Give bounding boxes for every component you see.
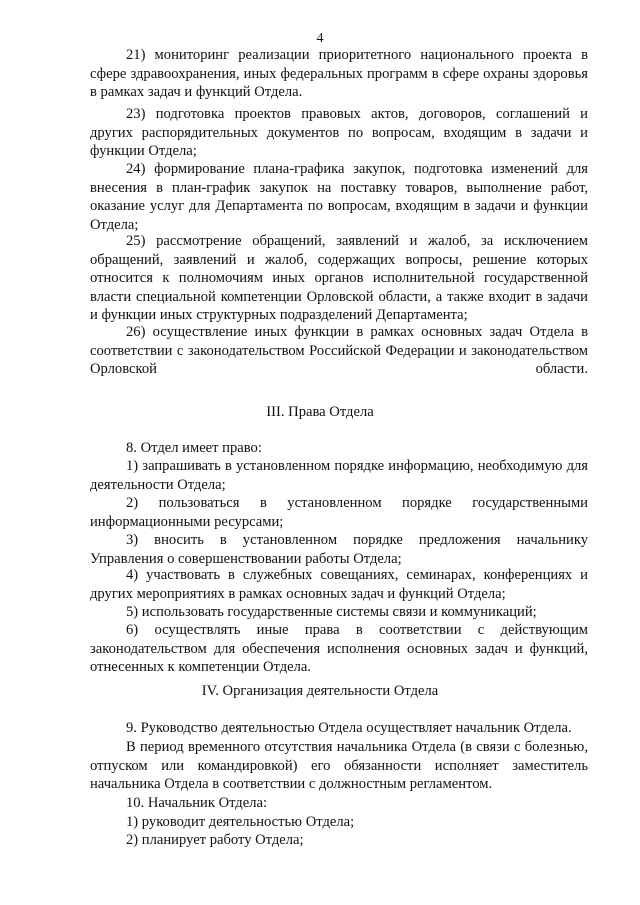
paragraph-org-10: 10. Начальник Отдела: [126, 795, 268, 811]
paragraph-right-2: 2) пользоваться в установленном порядке государственными информационными ресурсами; [90, 495, 588, 530]
section-heading-organization: IV. Организация деятельности Отдела [201, 683, 439, 699]
paragraph-org-deputy: В период временного отсутствия начальника Отдела (в связи с болезнью, отпуском или командировкой) его обязанности исполняет заместитель начальника Отдела в соответствии с должностным регламентом. [90, 739, 588, 793]
paragraph-right-1: 1) запрашивать в установленном порядке информацию, необходимую для деятельности Отдела; [90, 458, 588, 493]
paragraph-item-25: 25) рассмотрение обращений, заявлений и жалоб, за исключением обращений, заявлений и жалоб, содержащих вопросы, решение которых относится к полномочиям иных органов исполнительной государственной власти специальной компетенции Орловской области, а также входит в задачи и функции иных структурных подразделений Департамента; [90, 233, 588, 324]
paragraph-item-24: 24) формирование плана-графика закупок, подготовка изменений для внесения в план-график закупок на поставку товаров, выполнение работ, оказание услуг для Департамента по вопросам, входящим в задачи и функции Отдела; [90, 161, 588, 233]
paragraph-right-4: 4) участвовать в служебных совещаниях, семинарах, конференциях и других мероприятиях в рамках основных задач и функций Отдела; [90, 567, 588, 602]
paragraph-item-26: 26) осуществление иных функции в рамках основных задач Отдела в соответствии с законодательством Российской Федерации и законодательством Орловской области. [90, 324, 588, 378]
paragraph-item-21: 21) мониторинг реализации приоритетного национального проекта в сфере здравоохранения, иных федеральных программ в сфере охраны здоровья в рамках задач и функций Отдела. [90, 47, 588, 101]
paragraph-rights-intro: 8. Отдел имеет право: [126, 440, 262, 456]
paragraph-org-9: 9. Руководство деятельностью Отдела осуществляет начальник Отдела. [126, 720, 572, 736]
paragraph-org-10-1: 1) руководит деятельностью Отдела; [126, 814, 355, 830]
paragraph-right-5: 5) использовать государственные системы связи и коммуникаций; [126, 604, 537, 620]
section-heading-rights: III. Права Отдела [266, 404, 374, 420]
paragraph-right-3: 3) вносить в установленном порядке предложения начальнику Управления о совершенствовании работы Отдела; [90, 532, 588, 567]
paragraph-org-10-2: 2) планирует работу Отдела; [126, 832, 304, 848]
page-number: 4 [316, 31, 324, 46]
paragraph-item-23: 23) подготовка проектов правовых актов, договоров, соглашений и других распорядительных документов по вопросам, входящим в задачи и функции Отдела; [90, 106, 588, 160]
paragraph-right-6: 6) осуществлять иные права в соответствии с действующим законодательством для обеспечения исполнения основных задач и функций, отнесенных к компетенции Отдела. [90, 622, 588, 676]
